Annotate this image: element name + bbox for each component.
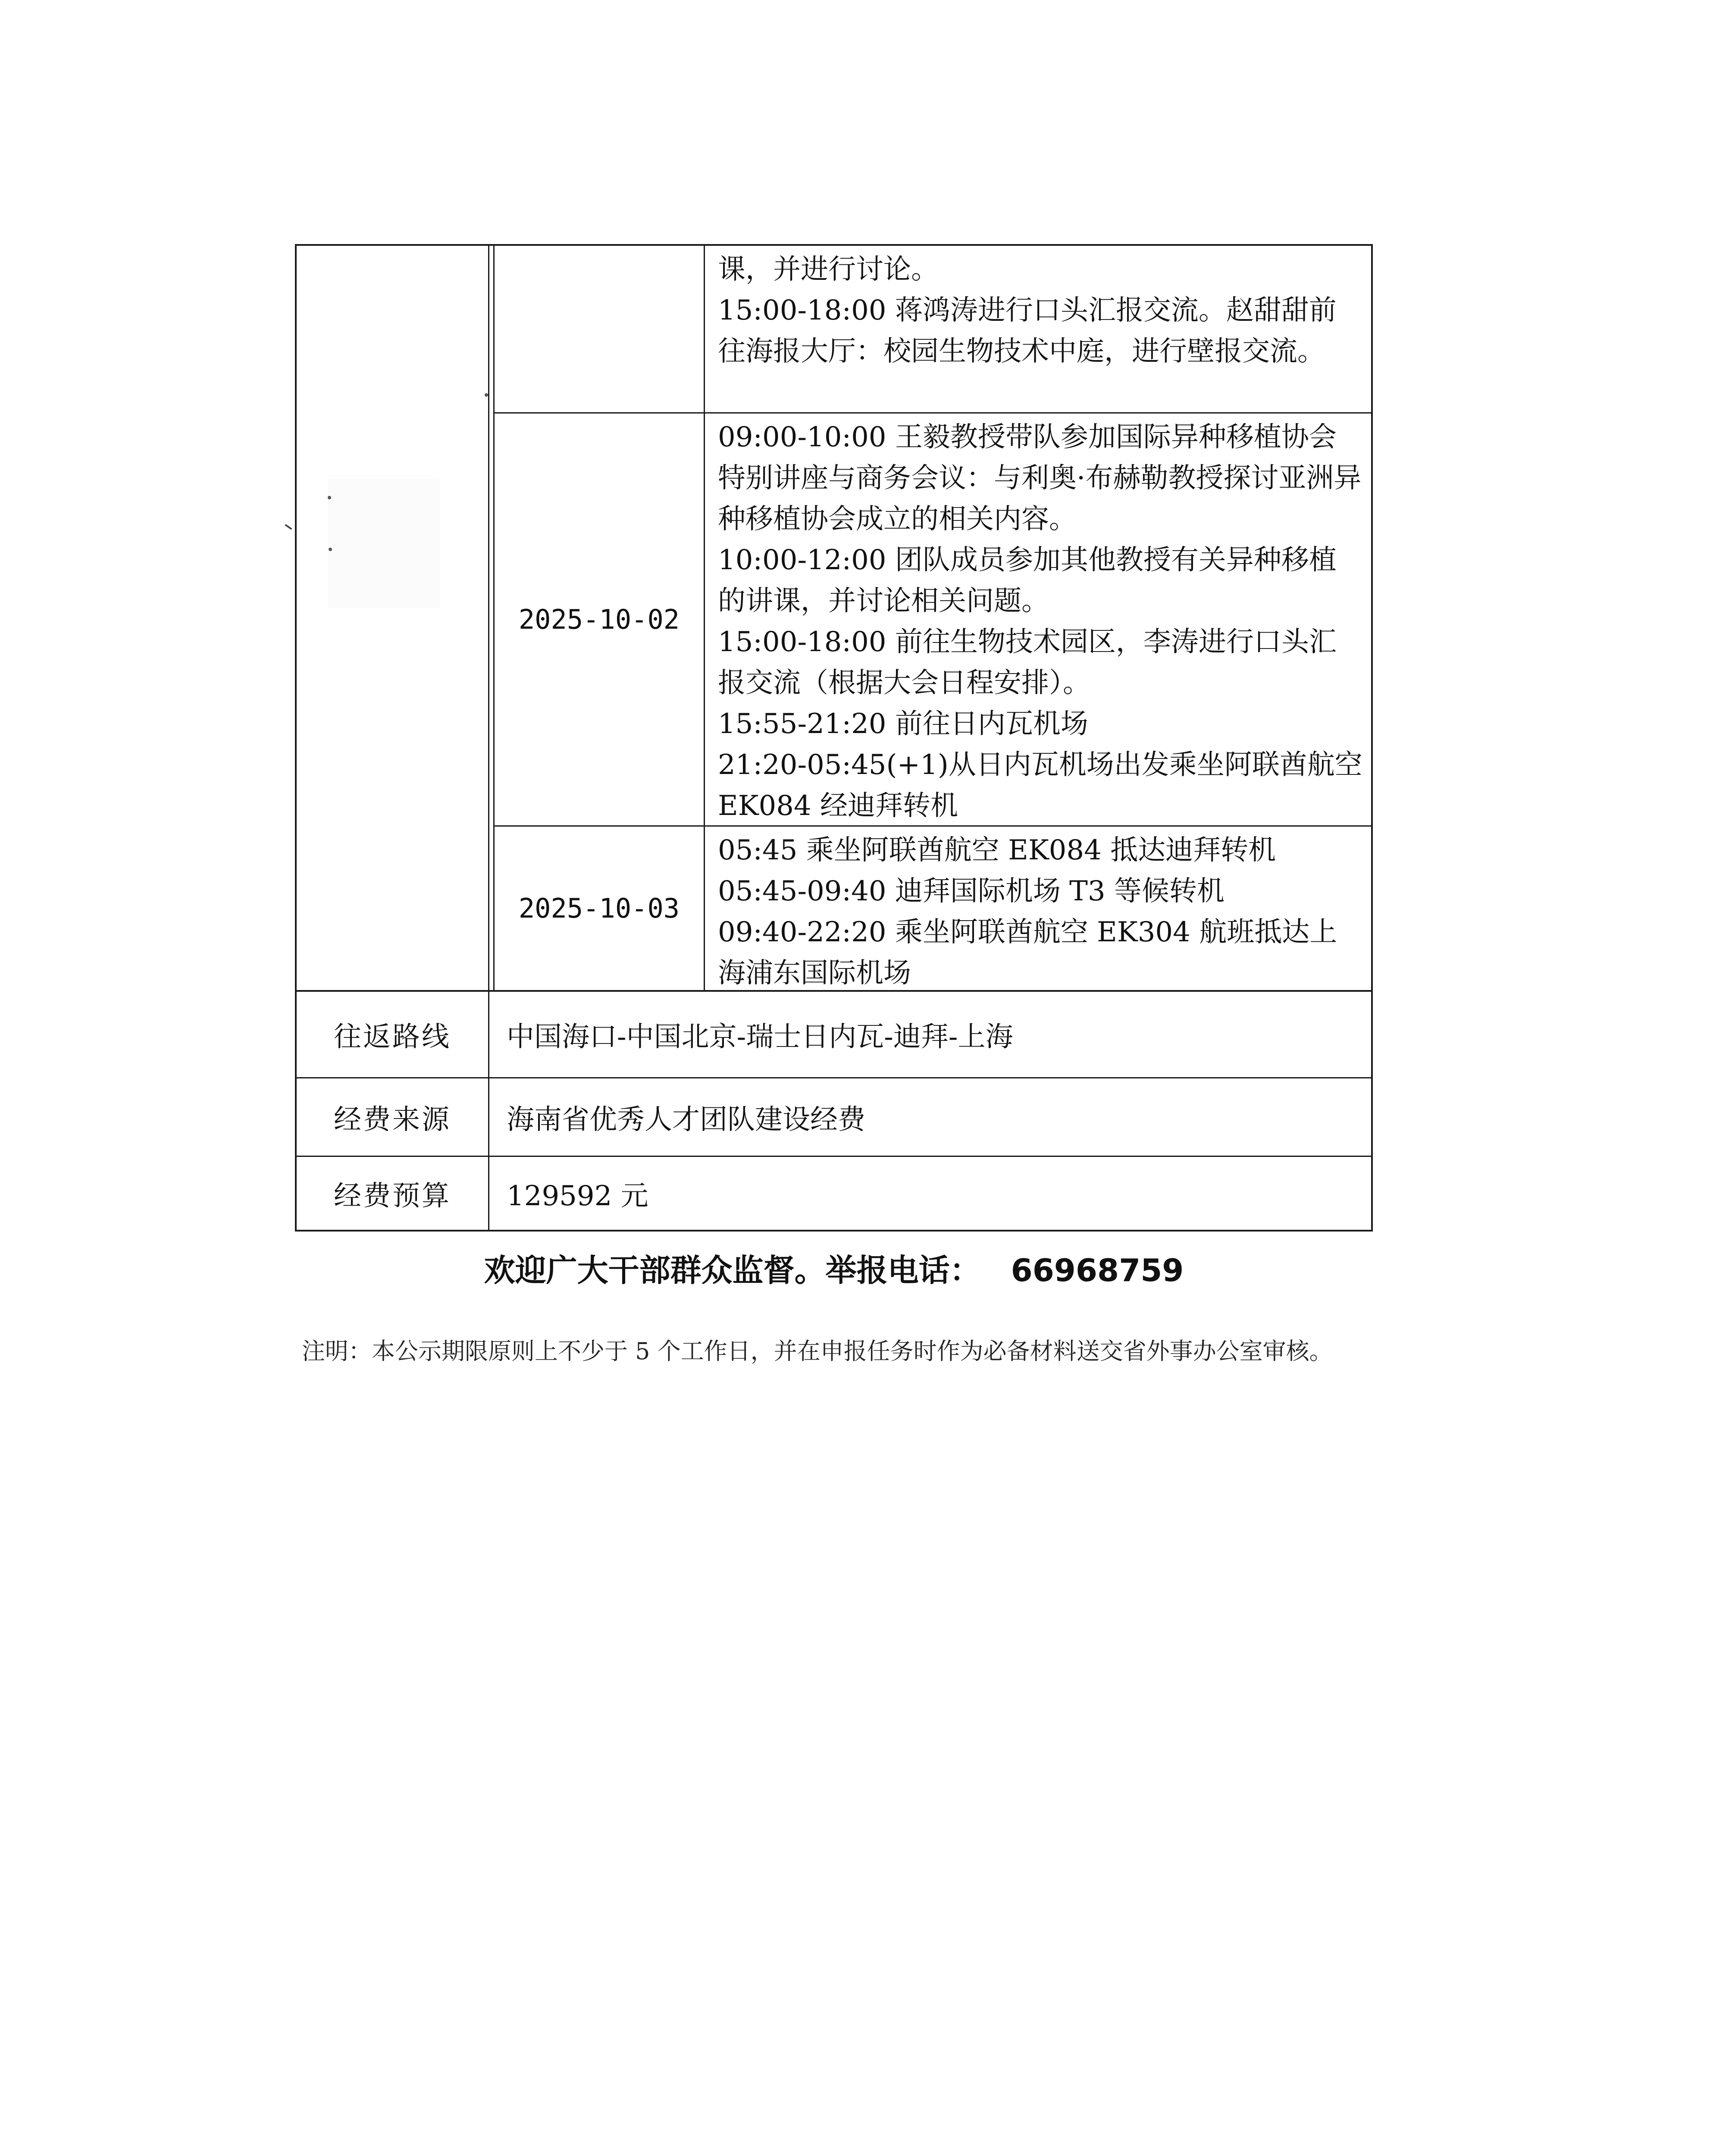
schedule-line: 课，并进行讨论。 [718,254,939,285]
footnote: 注明：本公示期限原则上不少于 5 个工作日，并在申报任务时作为必备材料送交省外事办公室审核。 [302,1338,1333,1365]
schedule-line: 09:40-22:20 乘坐阿联酋航空 EK304 航班抵达上海浦东国际机场 [718,916,1337,989]
schedule-line: 10:00-12:00 团队成员参加其他教授有关异种移植的讲课，并讨论相关问题。 [718,544,1337,617]
funding-source-label: 经费来源 [334,1103,451,1136]
schedule-line: 05:45-09:40 迪拜国际机场 T3 等候转机 [718,875,1225,907]
schedule-activities-cell [705,246,1371,412]
budget-label: 经费预算 [334,1180,451,1212]
supervision-hotline [295,1245,1373,1290]
schedule-date-cell: 2025-10-03 [518,893,680,924]
schedule-line: 15:00-18:00 前往生物技术园区，李涛进行口头汇报交流（根据大会日程安排）。 [718,626,1337,699]
schedule-line: 15:55-21:20 前往日内瓦机场 [718,708,1088,740]
budget-value: 129592 元 [507,1180,648,1212]
schedule-line: 05:45 乘坐阿联酋航空 EK084 抵达迪拜转机 [718,834,1276,866]
schedule-line: 09:00-10:00 王毅教授带队参加国际异种移植协会特别讲座与商务会议：与利奥·布赫勒教授探讨亚洲异种移植协会成立的相关内容。 [718,421,1362,535]
schedule-activities-cell [705,414,1371,825]
scan-mark [285,524,292,530]
hotline-text: 欢迎广大干部群众监督。举报电话： [484,1252,981,1288]
funding-source-value: 海南省优秀人才团队建设经费 [507,1103,865,1136]
schedule-line: 21:20-05:45(+1)从日内瓦机场出发乘坐阿联酋航空 EK084 经迪拜转机 [718,749,1362,822]
hotline-phone: 66968759 [1011,1252,1184,1288]
route-label: 往返路线 [334,1021,451,1053]
route-value: 中国海口-中国北京-瑞士日内瓦-迪拜-上海 [507,1021,1013,1053]
schedule-activities-cell [705,827,1371,990]
schedule-table [295,244,1373,1232]
schedule-line: 15:00-18:00 蒋鸿涛进行口头汇报交流。赵甜甜前往海报大厅：校园生物技术中庭，进行壁报交流。 [718,295,1337,367]
schedule-date-cell: 2025-10-02 [518,604,680,635]
schedule-date-cell [495,246,704,412]
